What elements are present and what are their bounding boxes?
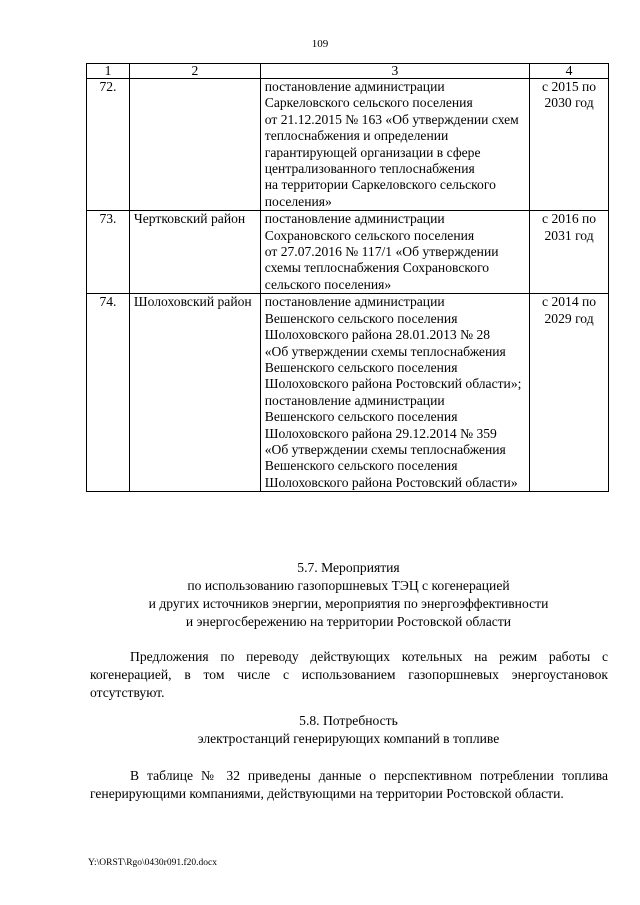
row-number: 73. <box>87 211 130 294</box>
section-5-7-heading <box>90 559 607 631</box>
row-district <box>129 79 260 211</box>
row-period: с 2016 по 2031 год <box>530 211 609 294</box>
heading-line: и других источников энергии, мероприятия по энергоэффективности <box>148 596 549 611</box>
section-5-8-paragraph: В таблице № 32 приведены данные о перспективном потреблении топлива генерирующими компаниями, действующими на территории Ростовской области. <box>90 768 608 801</box>
row-district: Чертковский район <box>129 211 260 294</box>
row-period: с 2015 по 2030 год <box>530 79 609 211</box>
table-header-cell: 4 <box>530 64 609 79</box>
section-5-7-paragraph: Предложения по переводу действующих котельных на режим работы с когенерацией, в том числе с использованием газопоршневых энергоустановок отсутствуют. <box>90 649 608 700</box>
section-5-8-heading <box>90 712 607 748</box>
heading-line: 5.8. Потребность <box>299 713 398 728</box>
row-number: 72. <box>87 79 130 211</box>
table-row <box>87 211 609 294</box>
row-number: 74. <box>87 294 130 492</box>
table-row <box>87 294 609 492</box>
schemes-table <box>86 63 609 492</box>
table-header-cell: 3 <box>260 64 529 79</box>
heading-line: по использованию газопоршневых ТЭЦ с когенерацией <box>187 578 510 593</box>
row-decree: постановление администрации Сохрановского сельского поселения от 27.07.2016 № 117/1 «Об утверждении схемы теплоснабжения Сохрановского сельского поселения» <box>260 211 529 294</box>
row-district: Шолоховский район <box>129 294 260 492</box>
heading-line: 5.7. Мероприятия <box>297 560 400 575</box>
heading-line: электростанций генерирующих компаний в топливе <box>197 731 500 746</box>
table-header-row <box>87 64 609 79</box>
file-path-footer: Y:\ORST\Rgo\0430r091.f20.docx <box>88 858 217 868</box>
heading-line: и энергосбережению на территории Ростовской области <box>185 614 512 629</box>
row-decree: постановление администрации Вешенского сельского поселения Шолоховского района 28.01.2013 № 28 «Об утверждении схемы теплоснабжения Вешенского сельского поселения Шолоховского района Ростовский области»; постановление администрации Вешенского сельского поселения Шолоховского района 29.12.2014 № 359 «Об утверждении схемы теплоснабжения Вешенского сельского поселения Шолоховского района Ростовский области» <box>260 294 529 492</box>
page-number: 109 <box>311 38 329 50</box>
row-decree: постановление администрации Саркеловского сельского поселения от 21.12.2015 № 163 «Об утверждении схем теплоснабжения и определении гарантирующей организации в сфере централизованного теплоснабжения на территории Саркеловского сельского поселения» <box>260 79 529 211</box>
table-row <box>87 79 609 211</box>
table-header-cell: 2 <box>129 64 260 79</box>
table-header-cell: 1 <box>87 64 130 79</box>
row-period: с 2014 по 2029 год <box>530 294 609 492</box>
